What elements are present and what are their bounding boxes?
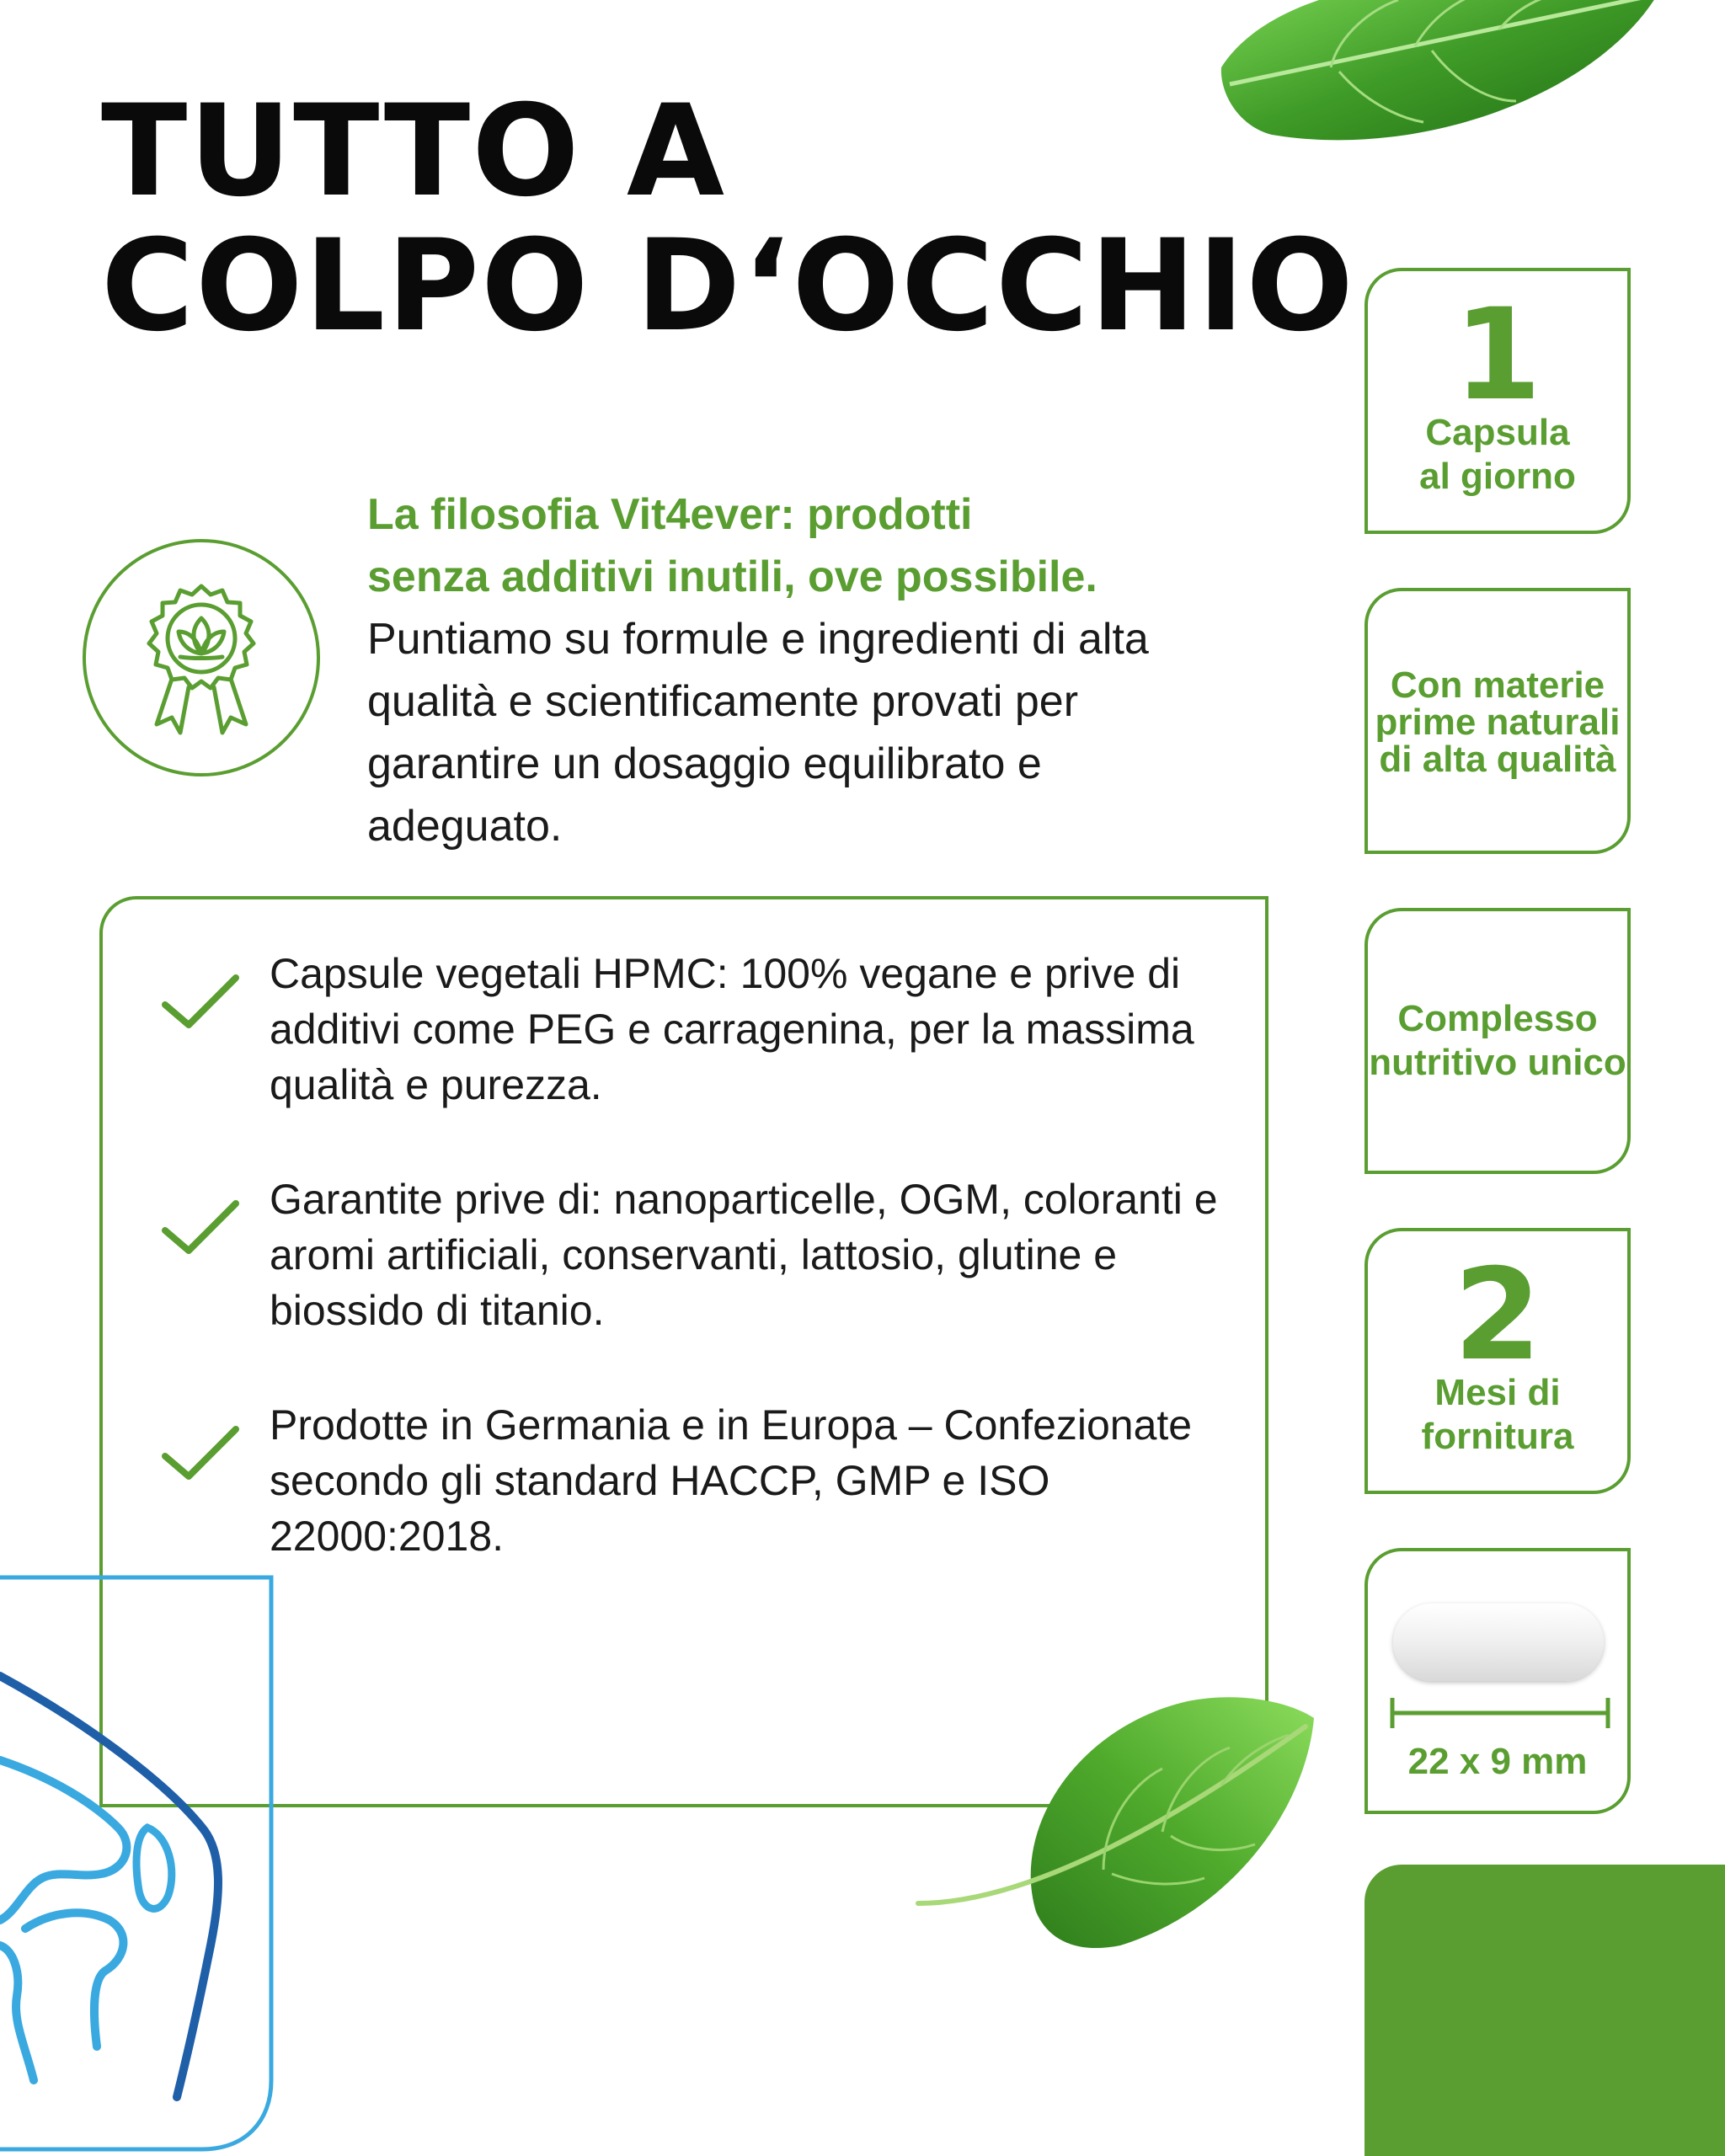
green-accent-block bbox=[1365, 1865, 1725, 2156]
philosophy-highlight-line-1: La filosofia Vit4ever: prodotti bbox=[367, 490, 973, 539]
daily-dose-label-1: Capsula bbox=[1425, 412, 1570, 453]
check-icon bbox=[160, 971, 241, 1032]
feature-daily-dose bbox=[1365, 268, 1631, 534]
list-item-text: Prodotte in Germania e in Europa – Confezionate secondo gli standard HACCP, GMP e ISO 22000:2018. bbox=[270, 1401, 1193, 1560]
quality-badge-lotus-icon bbox=[81, 537, 322, 778]
unique-complex-line-1: Complesso bbox=[1397, 998, 1598, 1039]
page-title bbox=[101, 78, 1355, 360]
philosophy-body: Puntiamo su formule e ingredienti di alta qualità e scientificamente provati per garantire un dosaggio equilibrato e adeguato. bbox=[367, 615, 1149, 851]
philosophy-highlight-line-2: senza additivi inutili, ove possibile. bbox=[367, 552, 1097, 601]
philosophy-highlight bbox=[367, 483, 1176, 608]
check-icon bbox=[160, 1422, 241, 1483]
supply-label-1: Mesi di bbox=[1434, 1372, 1561, 1413]
natural-ingredients-line-2: prime naturali bbox=[1375, 702, 1621, 743]
unique-complex-line-2: nutritivo unico bbox=[1369, 1042, 1626, 1083]
check-icon bbox=[160, 1197, 241, 1257]
title-line-1: TUTTO A bbox=[101, 78, 727, 225]
natural-ingredients-line-3: di alta qualità bbox=[1379, 739, 1616, 780]
capsule-size-label: 22 x 9 mm bbox=[1407, 1741, 1588, 1782]
feature-capsule-size bbox=[1365, 1548, 1631, 1814]
capsule-icon bbox=[1393, 1604, 1604, 1681]
leaf-icon bbox=[910, 1676, 1331, 1962]
natural-ingredients-line-1: Con materie bbox=[1390, 664, 1605, 706]
list-item-text: Garantite prive di: nanoparticelle, OGM, coloranti e aromi artificiali, conservanti, lattosio, glutine e biossido di titanio. bbox=[270, 1176, 1218, 1334]
list-item-text: Capsule vegetali HPMC: 100% vegane e prive di additivi come PEG e carragenina, per la massima qualità e purezza. bbox=[270, 950, 1194, 1108]
knee-joint-icon bbox=[0, 1575, 278, 2156]
supply-number: 2 bbox=[1453, 1242, 1542, 1389]
supply-label-2: fornitura bbox=[1421, 1416, 1574, 1457]
feature-unique-complex bbox=[1365, 908, 1631, 1174]
philosophy-text bbox=[367, 483, 1176, 857]
title-line-2: COLPO D‘OCCHIO bbox=[101, 213, 1355, 360]
daily-dose-label-2: al giorno bbox=[1419, 456, 1576, 497]
daily-dose-number: 1 bbox=[1453, 282, 1542, 429]
measure-line-icon bbox=[1390, 1696, 1610, 1730]
feature-supply bbox=[1365, 1228, 1631, 1494]
feature-natural-ingredients bbox=[1365, 588, 1631, 854]
